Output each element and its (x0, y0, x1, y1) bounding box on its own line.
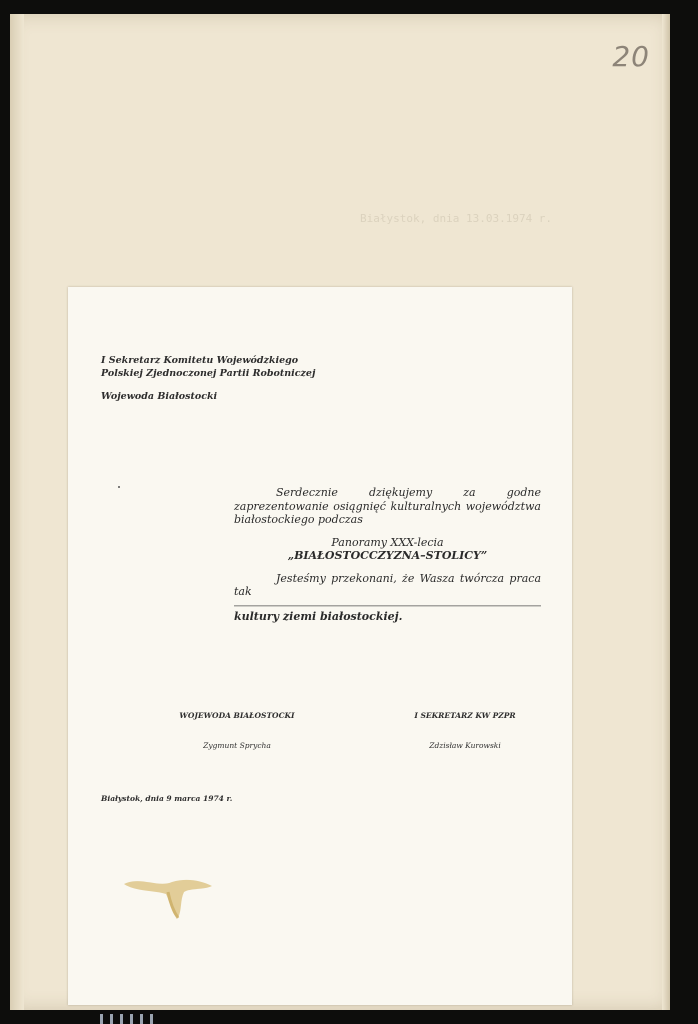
event-name-line-1: Panoramy XXX-lecia (331, 535, 444, 549)
signature-block-secretary (390, 711, 540, 750)
place-and-date: Białystok, dnia 9 marca 1974 r. (101, 794, 233, 803)
sender-line-3: Wojewoda Białostocki (101, 391, 218, 402)
sender-line-1: I Sekretarz Komitetu Wojewódzkiego (101, 355, 299, 366)
ink-speck (118, 486, 120, 488)
letter-insert (68, 287, 572, 1005)
binding-strip (100, 1014, 160, 1024)
signature-block-voivode (162, 711, 312, 750)
show-through-text: Białystok, dnia 13.03.1974 r. (360, 212, 553, 225)
page-spine-shadow (10, 14, 24, 1010)
sender-block (101, 354, 315, 403)
signature-title: WOJEWODA BIAŁOSTOCKI (179, 711, 295, 720)
closing-line: kultury ziemi białostockiej. (234, 609, 403, 623)
paragraph-1: Serdecznie dziękujemy za godne zaprezentowanie osiągnięć kulturalnych województwa białostockiego podczas (234, 486, 541, 526)
letter-body (234, 486, 541, 623)
signature-name: Zygmunt Sprycha (203, 741, 271, 750)
sender-line-2: Polskiej Zjednoczonej Partii Robotniczej (101, 368, 316, 379)
page-number: 20 (612, 40, 650, 73)
paragraph-2: Jesteśmy przekonani, że Wasza twórcza praca tak (234, 571, 541, 598)
illegible-line (234, 600, 541, 609)
page-edge-shadow (662, 14, 670, 1010)
signature-name: Zdzisław Kurowski (429, 741, 501, 750)
archive-page (10, 14, 670, 1010)
adhesive-stain (120, 872, 216, 922)
signature-title: I SEKRETARZ KW PZPR (414, 711, 516, 720)
event-name-line-2: „BIAŁOSTOCCZYZNA–STOLICY” (287, 549, 488, 562)
